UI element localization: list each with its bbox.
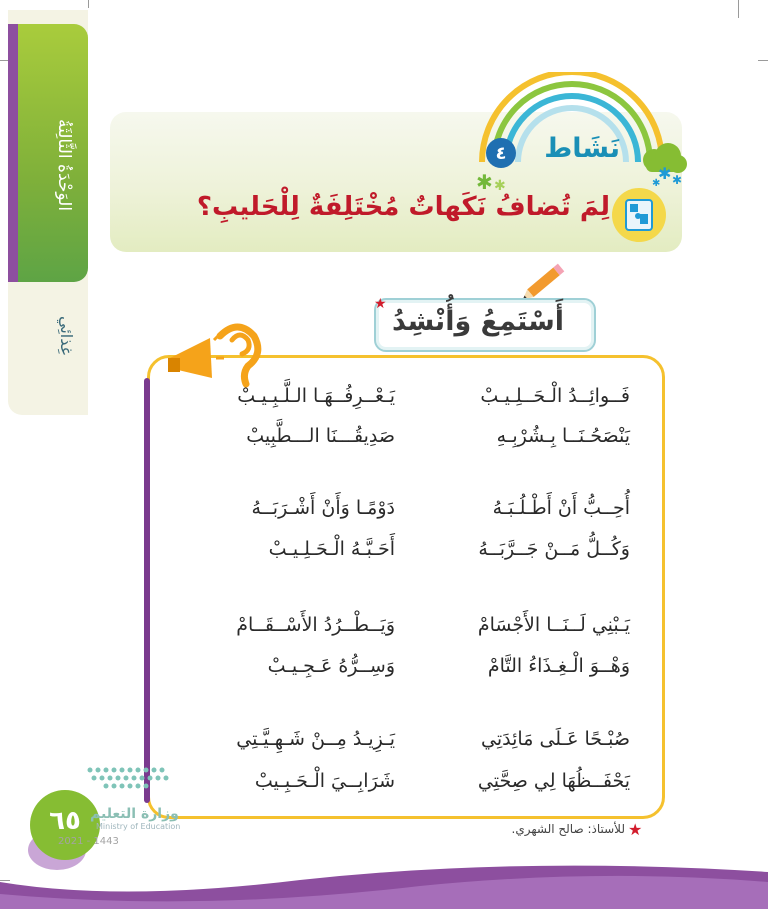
section-heading-box <box>374 298 596 352</box>
activity-title: نَشَاط <box>544 133 620 164</box>
activity-question: لِمَ تُضافُ نَكَهاتٌ مُخْتَلِفَةٌ لِلْحَليبِ؟ <box>196 192 610 222</box>
verse-second-half: يَـزِيـدُ مِــنْ شَـهِـيَّـتِي <box>236 728 395 750</box>
svg-text:✱: ✱ <box>672 173 683 187</box>
section-heading: أَسْتَمِعُ وَأُنْشِدُ <box>391 306 565 337</box>
unit-side-edge <box>8 24 18 282</box>
crop-mark <box>738 0 739 18</box>
verse-second-half: وَيَــطْــرُدُ الأَسْــقَــامْ <box>236 614 395 636</box>
verse-first-half: يَنْصَحُـنَــا بِـشُرْبِـهِ <box>496 425 630 447</box>
unit-label: الوَحْدَةُ الثَّالِثَةُ <box>54 118 74 212</box>
verse-second-half: دَوْمًـا وَأَنْ أَشْـرَبَــهُ <box>251 497 395 519</box>
poem-frame-accent <box>144 378 150 803</box>
verse-second-half: شَرَابِــيَ الْـحَـبِـيبْ <box>254 770 395 792</box>
svg-text:✱: ✱ <box>652 178 661 188</box>
verse-second-half: يَـعْــرِفُــهَـا الـلَّـبِـيـبْ <box>237 385 395 407</box>
flower-icon: ✱ <box>476 170 493 194</box>
verse-first-half: فَــوائِــدُ الْـحَــلِـيـبْ <box>480 385 630 407</box>
ministry-name-en: Ministry of Education <box>96 822 181 831</box>
verse-second-half: صَدِيقُـــنَا الـــطَّبِيبْ <box>246 425 395 447</box>
puzzle-icon <box>610 186 668 244</box>
crop-mark <box>758 60 768 61</box>
page-number: ٦٥ <box>49 806 81 836</box>
footnote-text: للأستاذ: صالح الشهري. <box>511 822 625 836</box>
verse-first-half: وَهْــوَ الْـغِـذَاءُ التَّامْ <box>487 655 630 677</box>
listen-icon <box>168 318 278 388</box>
crop-mark <box>0 60 8 61</box>
edition-year: 2021 - 1443 <box>58 836 119 847</box>
ministry-name: وزارة التعليم <box>90 806 179 822</box>
bottom-wave <box>0 842 768 909</box>
activity-number-badge: ٤ <box>486 138 516 168</box>
verse-first-half: صُبْـحًا عَـلَى مَائِدَتِي <box>481 728 630 750</box>
crop-mark <box>88 0 89 8</box>
verse-second-half: أَحَـبَّـهُ الْـحَـلِـيـبْ <box>268 538 395 560</box>
verse-first-half: وَكُــلُّ مَــنْ جَــرَّبَــهُ <box>478 538 630 560</box>
topic-label: غِذائِي <box>57 315 76 355</box>
footnote-star: ★ <box>628 820 643 839</box>
flower-icon: ✱ <box>494 178 506 194</box>
verse-first-half: يَـبْنِي لَــنَــا الأَجْسَامْ <box>477 614 630 636</box>
verse-first-half: يَحْفَــظُهَا لِي صِحَّتِي <box>477 770 630 792</box>
verse-second-half: وَسِــرُّهُ عَـجِـيـبْ <box>267 655 395 677</box>
flower-icon: ✱ <box>658 164 672 183</box>
ministry-logo-icon <box>84 764 170 800</box>
verse-first-half: أُحِــبُّ أَنْ أَطْـلُـبَـهُ <box>492 497 630 519</box>
section-heading-star: ★ <box>374 296 387 312</box>
